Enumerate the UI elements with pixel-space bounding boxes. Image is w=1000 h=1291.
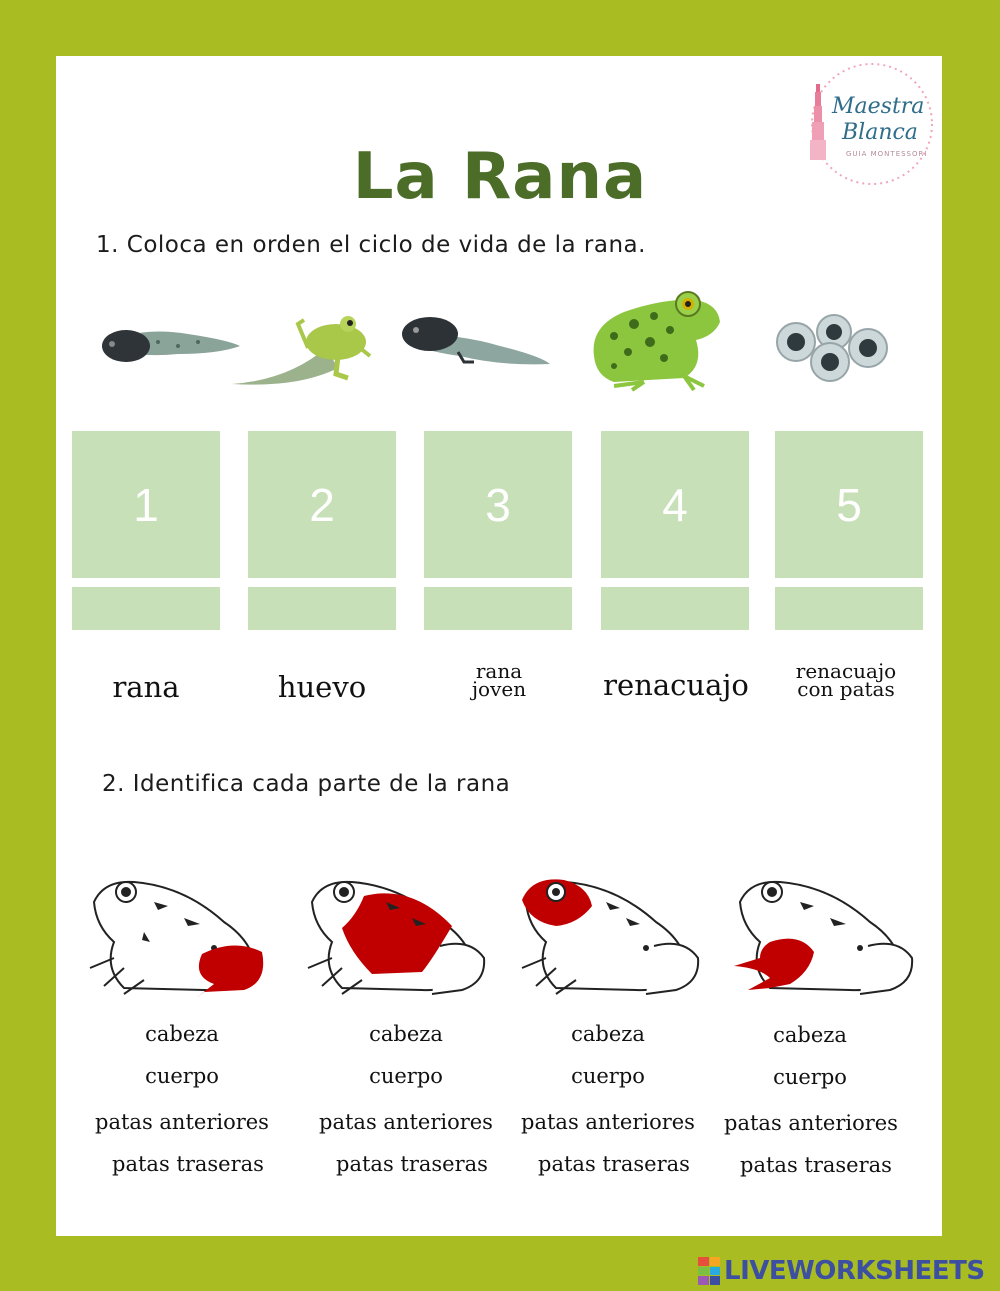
word-renacuajo-text: renacuajo	[603, 668, 749, 702]
frog-diagram-front-legs	[730, 872, 920, 1010]
answer-box-4[interactable]	[601, 587, 749, 630]
col3-label-cabeza[interactable]: cabeza	[571, 1022, 645, 1046]
word-rana-joven[interactable]	[454, 659, 544, 701]
liveworksheets-brand: LIVEWORKSHEETS	[724, 1256, 985, 1286]
col4-label-patas-traseras[interactable]: patas traseras	[740, 1153, 892, 1177]
frog-diagram-hind-legs	[84, 872, 274, 1010]
drop-box-4[interactable]: 4	[601, 431, 749, 578]
word-renacuajo-con-patas[interactable]	[780, 659, 912, 701]
col1-label-cabeza[interactable]: cabeza	[145, 1022, 219, 1046]
word-renacuajo-con-patas-line2: con patas	[797, 677, 895, 701]
word-renacuajo-con-patas-line1: renacuajo	[795, 659, 897, 683]
liveworksheets-logo-icon	[698, 1257, 720, 1285]
instruction-2: 2. Identifica cada parte de la rana	[102, 771, 511, 797]
word-rana-joven-line2: joven	[471, 677, 527, 701]
word-huevo-text: huevo	[277, 670, 367, 704]
eggs-image[interactable]	[774, 314, 892, 386]
col2-label-patas-anteriores[interactable]: patas anteriores	[319, 1110, 493, 1134]
col4-label-cabeza[interactable]: cabeza	[773, 1023, 847, 1047]
drop-box-3[interactable]: 3	[424, 431, 572, 578]
liveworksheets-footer	[698, 1254, 985, 1288]
col4-label-cuerpo[interactable]: cuerpo	[773, 1065, 847, 1089]
col1-label-cuerpo[interactable]: cuerpo	[145, 1064, 219, 1088]
word-rana-joven-line1: rana	[475, 659, 523, 683]
col2-label-patas-traseras[interactable]: patas traseras	[336, 1152, 488, 1176]
col3-label-patas-anteriores[interactable]: patas anteriores	[521, 1110, 695, 1134]
frog-image[interactable]	[584, 286, 724, 392]
young-frog-image[interactable]	[228, 308, 374, 390]
drop-box-2[interactable]: 2	[248, 431, 396, 578]
word-huevo[interactable]	[262, 670, 382, 704]
col3-label-cuerpo[interactable]: cuerpo	[571, 1064, 645, 1088]
tadpole-image[interactable]	[98, 318, 244, 368]
tadpole-with-legs-image[interactable]	[400, 312, 552, 368]
col2-label-cabeza[interactable]: cabeza	[369, 1022, 443, 1046]
word-renacuajo[interactable]	[598, 668, 754, 702]
logo-line3: GUIA MONTESSORI	[846, 150, 928, 158]
answer-box-5[interactable]	[775, 587, 923, 630]
answer-box-1[interactable]	[72, 587, 220, 630]
col1-label-patas-traseras[interactable]: patas traseras	[112, 1152, 264, 1176]
col3-label-patas-traseras[interactable]: patas traseras	[538, 1152, 690, 1176]
answer-box-3[interactable]	[424, 587, 572, 630]
page-title: La Rana	[352, 140, 648, 214]
logo-line1: Maestra	[832, 94, 925, 119]
col1-label-patas-anteriores[interactable]: patas anteriores	[95, 1110, 269, 1134]
drop-box-5[interactable]: 5	[775, 431, 923, 578]
word-rana[interactable]	[98, 670, 194, 704]
col4-label-patas-anteriores[interactable]: patas anteriores	[724, 1111, 898, 1135]
word-rana-text: rana	[112, 670, 180, 704]
instruction-1: 1. Coloca en orden el ciclo de vida de la rana.	[96, 232, 646, 258]
frog-diagram-head	[516, 872, 706, 1010]
col2-label-cuerpo[interactable]: cuerpo	[369, 1064, 443, 1088]
logo-line2: Blanca	[842, 120, 918, 145]
drop-box-1[interactable]: 1	[72, 431, 220, 578]
answer-box-2[interactable]	[248, 587, 396, 630]
frog-diagram-body	[302, 872, 492, 1010]
